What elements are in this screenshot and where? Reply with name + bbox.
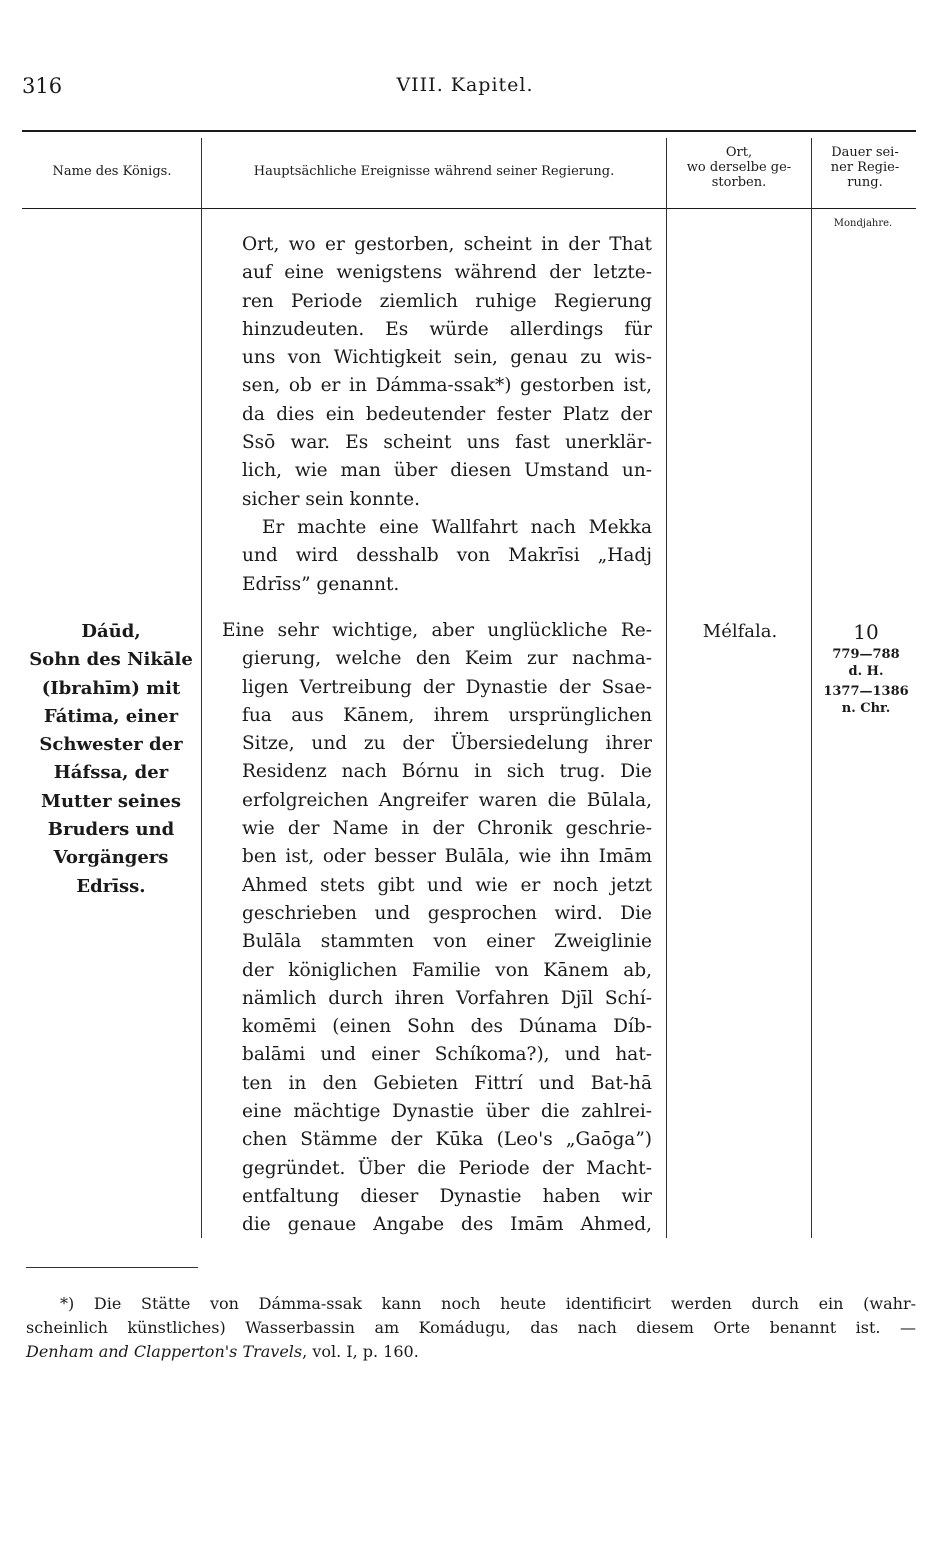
text-line: ligen Vertreibung der Dynastie der Ssae-	[242, 676, 652, 698]
reign-events-cell	[222, 617, 652, 1240]
duration-units: Mondjahre.	[833, 218, 893, 229]
name-line: (Ibrahīm) mit	[41, 677, 181, 699]
citation-title: Denham and Clapperton's Travels	[26, 1342, 303, 1361]
continuation-text	[242, 231, 652, 599]
ad-years: 1377—1386	[823, 684, 909, 699]
text-line: gegründet. Über die Periode der Macht-	[242, 1157, 652, 1179]
place-of-death-cell: Mélfala.	[702, 621, 778, 642]
text-line: uns von Wichtigkeit sein, genau zu wis-	[242, 347, 652, 369]
text-line: entfaltung dieser Dynastie haben wir	[242, 1185, 652, 1207]
header-duration-column	[813, 145, 917, 190]
name-line: Sohn des Nikāle	[29, 649, 193, 671]
text-line: gierung, welche den Keim zur nachma-	[242, 648, 652, 670]
text-line: Bulāla stammten von einer Zweiglinie	[242, 931, 652, 953]
text-line: lich, wie man über diesen Umstand un-	[242, 460, 652, 482]
text-line: wie der Name in der Chronik geschrie-	[242, 818, 652, 840]
citation-rest: , vol. I, p. 160.	[302, 1342, 419, 1361]
text-line: Ssō war. Es scheint uns fast unerklär-	[242, 432, 652, 454]
header-place-line: storben.	[711, 175, 767, 190]
duration-value: 10	[853, 620, 879, 644]
text-line: sen, ob er in Dámma-ssak*) gestorben ist,	[242, 375, 652, 397]
name-line: Mutter seines	[41, 790, 181, 812]
reign-duration-cell	[813, 618, 919, 717]
text-line: ten in den Gebieten Fittrí und Bat-hā	[242, 1072, 652, 1094]
text-line: Residenz nach Bórnu in sich trug. Die	[242, 761, 652, 783]
footnote-line: *) Die Stätte von Dámma-ssak kann noch heute identificirt werden durch ein (wahr-	[60, 1294, 916, 1313]
column-divider-3	[811, 138, 812, 1238]
name-line: Vorgängers	[53, 847, 169, 869]
text-line: Sitze, und zu der Übersiedelung ihrer	[242, 733, 652, 755]
text-line: sicher sein konnte.	[242, 488, 420, 510]
king-name-cell	[22, 618, 200, 901]
header-duration-line: ner Regie-	[830, 160, 900, 175]
text-line: Edrīss” genannt.	[242, 573, 400, 595]
text-line: eine mächtige Dynastie über die zahlrei-	[242, 1101, 652, 1123]
text-line: und wird desshalb von Makrīsi „Hadj	[242, 545, 652, 567]
name-line: Schwester der	[39, 734, 183, 756]
text-line: da dies ein bedeutender fester Platz der	[242, 403, 652, 425]
hijri-label: d. H.	[848, 664, 884, 679]
name-line: Dáūd,	[81, 621, 141, 642]
column-divider-1	[201, 138, 202, 1238]
text-line: chen Stämme der Kūka (Leo's „Gaōga”)	[242, 1129, 652, 1151]
text-line: ben ist, oder besser Bulāla, wie ihn Imām	[242, 846, 652, 868]
text-line: die genaue Angabe des Imām Ahmed,	[242, 1214, 652, 1236]
header-duration-line: rung.	[847, 175, 883, 190]
table-header-rule	[22, 208, 916, 209]
text-line: hinzudeuten. Es würde allerdings für	[242, 318, 652, 340]
footnote-citation	[26, 1340, 916, 1364]
text-line: geschrieben und gesprochen wird. Die	[242, 902, 652, 924]
footnote-line: scheinlich künstliches) Wasserbassin am Komádugu, das nach diesem Orte benannt ist. —	[26, 1318, 916, 1337]
text-line: nämlich durch ihren Vorfahren Djīl Schí-	[242, 987, 652, 1009]
name-line: Edrīss.	[76, 875, 146, 897]
hijri-years: 779—788	[832, 647, 900, 662]
header-place-line: Ort,	[725, 145, 753, 160]
header-place-column	[668, 145, 810, 190]
header-events-column: Hauptsächliche Ereignisse während seiner Regierung.	[253, 164, 615, 179]
name-line: Háfssa, der	[53, 762, 169, 784]
ad-label: n. Chr.	[841, 701, 891, 716]
chapter-heading: VIII. Kapitel.	[396, 74, 534, 96]
text-line: Ort, wo er gestorben, scheint in der That	[242, 234, 652, 255]
text-line: ren Periode ziemlich ruhige Regierung	[242, 290, 652, 312]
column-divider-2	[666, 138, 667, 1238]
text-line: erfolgreichen Angreifer waren die Būlala,	[242, 789, 652, 811]
header-duration-line: Dauer sei-	[831, 145, 899, 160]
name-line: Bruders und	[47, 819, 175, 841]
header-name-column: Name des Königs.	[52, 164, 172, 179]
text-line: fua aus Kānem, ihrem ursprünglichen	[242, 704, 652, 726]
text-line: Eine sehr wichtige, aber unglückliche Re-	[222, 620, 652, 641]
table-top-rule	[22, 130, 916, 132]
text-line: komēmi (einen Sohn des Dúnama Díb-	[242, 1016, 652, 1038]
name-line: Fátima, einer	[43, 705, 179, 727]
header-place-line: wo derselbe ge-	[686, 160, 792, 175]
text-line: balāmi und einer Schíkoma?), und hat-	[242, 1044, 652, 1066]
footnote-rule	[26, 1267, 198, 1268]
footnote	[26, 1292, 916, 1364]
text-line: Ahmed stets gibt und wie er noch jetzt	[242, 874, 652, 896]
text-line: Er machte eine Wallfahrt nach Mekka	[262, 516, 652, 538]
text-line: auf eine wenigstens während der letzte-	[242, 262, 652, 284]
page-number: 316	[22, 74, 63, 98]
text-line: der königlichen Familie von Kānem ab,	[242, 959, 652, 981]
